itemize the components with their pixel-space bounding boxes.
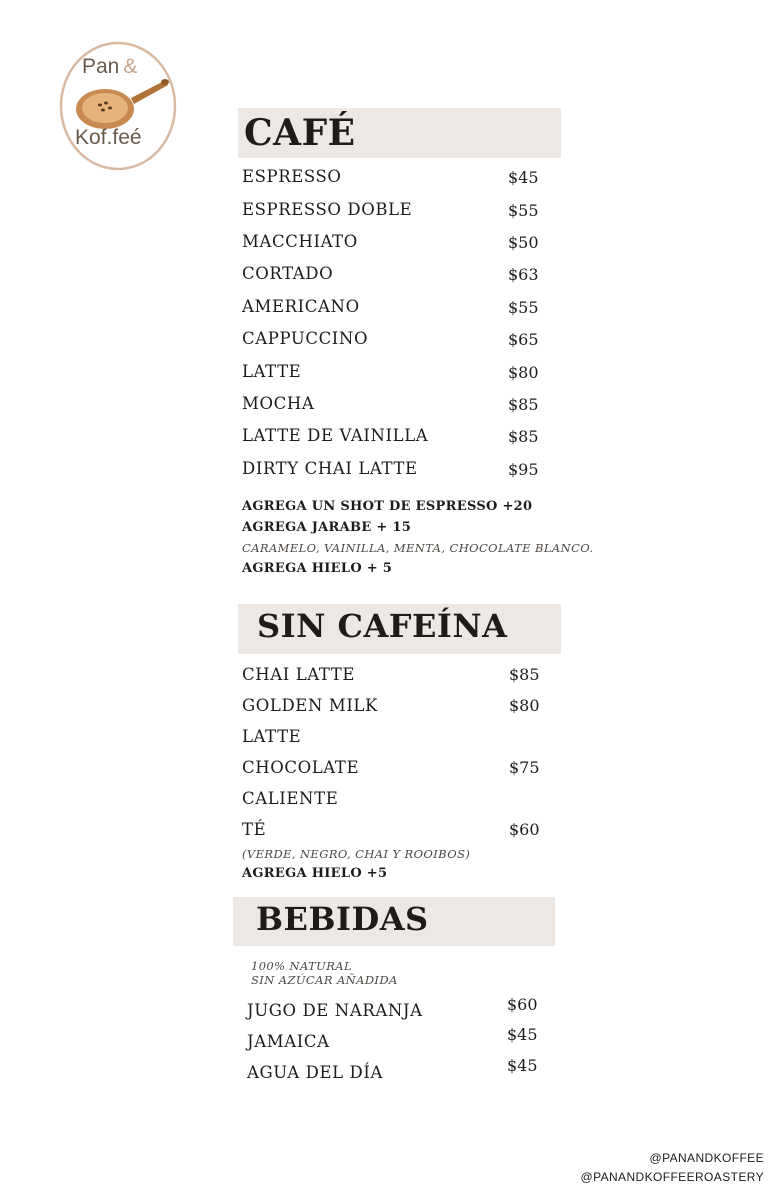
menu-item-price: $45: [507, 1025, 538, 1044]
menu-item-name: CALIENTE: [242, 789, 339, 808]
bebidas-title: BEBIDAS: [256, 900, 429, 938]
menu-item-price: $75: [509, 758, 540, 777]
menu-item-price: $85: [508, 427, 539, 446]
menu-item-price: $85: [508, 395, 539, 414]
menu-item-name: LATTE DE VAINILLA: [242, 426, 429, 445]
menu-item-name: AMERICANO: [242, 297, 360, 316]
menu-item-name: GOLDEN MILK: [242, 696, 378, 715]
menu-item-name: MOCHA: [242, 394, 315, 413]
tea-varieties-note: (VERDE, NEGRO, CHAI Y ROOIBOS): [242, 847, 471, 861]
menu-item-price: $60: [507, 995, 538, 1014]
addon-syrup: AGREGA JARABE + 15: [242, 520, 412, 535]
menu-item-name: CHOCOLATE: [242, 758, 360, 777]
menu-item-name: CORTADO: [242, 264, 334, 283]
menu-item-price: $80: [509, 696, 540, 715]
menu-item-price: $50: [508, 233, 539, 252]
bebidas-sugar-note: SIN AZÚCAR AÑADIDA: [251, 973, 398, 987]
addon-espresso-shot: AGREGA UN SHOT DE ESPRESSO +20: [242, 499, 533, 514]
menu-item-name: DIRTY CHAI LATTE: [242, 459, 418, 478]
menu-item-price: $55: [508, 298, 539, 317]
addon-ice: AGREGA HIELO + 5: [242, 561, 393, 576]
menu-item-name: LATTE: [242, 362, 302, 381]
addon-ice: AGREGA HIELO +5: [242, 866, 388, 881]
menu-item-price: $85: [509, 665, 540, 684]
social-handle-primary: @PANANDKOFFEE: [649, 1151, 764, 1165]
menu-item-name: LATTE: [242, 727, 302, 746]
cafe-title: CAFÉ: [244, 112, 356, 154]
logo-text-top: Pan &: [82, 55, 138, 78]
menu-item-price: $60: [509, 820, 540, 839]
menu-item-price: $80: [508, 363, 539, 382]
menu-item-price: $45: [507, 1056, 538, 1075]
menu-item-name: JUGO DE NARANJA: [247, 1001, 423, 1020]
menu-item-name: CAPPUCCINO: [242, 329, 369, 348]
menu-item-name: ESPRESSO DOBLE: [242, 200, 413, 219]
menu-item-name: CHAI LATTE: [242, 665, 356, 684]
menu-item-name: AGUA DEL DÍA: [247, 1063, 383, 1082]
menu-item-name: MACCHIATO: [242, 232, 358, 251]
menu-item-price: $65: [508, 330, 539, 349]
menu-item-name: JAMAICA: [247, 1032, 330, 1051]
brand-logo: [58, 40, 178, 172]
logo-text-bottom: Kof.feé: [75, 126, 142, 149]
menu-item-price: $55: [508, 201, 539, 220]
menu-item-name: TÉ: [242, 820, 267, 839]
menu-item-price: $45: [508, 168, 539, 187]
syrup-flavors-note: CARAMELO, VAINILLA, MENTA, CHOCOLATE BLANCO.: [242, 541, 594, 555]
menu-item-price: $63: [508, 265, 539, 284]
menu-item-name: ESPRESSO: [242, 167, 342, 186]
social-handle-roastery: @PANANDKOFFEEROASTERY: [580, 1170, 764, 1184]
menu-item-price: $95: [508, 460, 539, 479]
bebidas-natural-note: 100% NATURAL: [251, 959, 353, 973]
sin-cafeina-title: SIN CAFEÍNA: [257, 607, 508, 645]
